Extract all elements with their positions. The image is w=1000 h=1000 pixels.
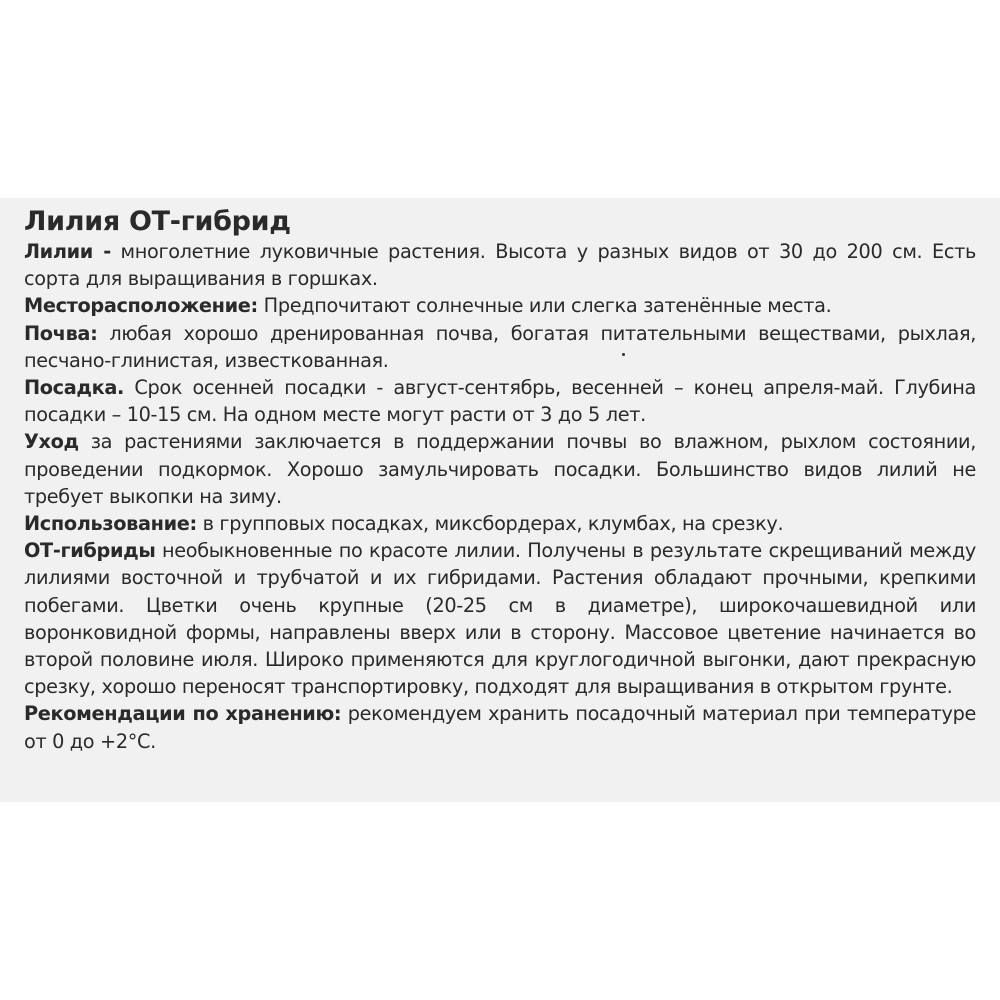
paragraph-term: Рекомендации по хранению:	[24, 702, 342, 726]
paragraph-location	[24, 292, 976, 319]
paragraph-term: Уход	[24, 430, 79, 454]
paragraph-planting	[24, 374, 976, 428]
paragraph-term: Использование:	[24, 512, 197, 536]
paragraph-term: Почва:	[24, 321, 98, 345]
paragraph-usage	[24, 510, 976, 537]
paragraph-text: Предпочитают солнечные или слегка затенённые места.	[257, 294, 832, 318]
paragraph-soil	[24, 320, 976, 374]
paragraph-text: рекомендуем хранить посадочный материал при температуре от 0 до +2°С.	[24, 702, 976, 753]
paragraph-ot-hybrids	[24, 537, 976, 700]
paragraph-text: многолетние луковичные растения. Высота у разных видов от 30 до 200 см. Есть сорта для выращивания в горшках.	[24, 240, 976, 291]
paragraph-term: ОТ-гибриды	[24, 539, 156, 563]
paragraph-term: Лилии -	[24, 240, 111, 263]
paragraph-care	[24, 428, 976, 510]
product-label	[0, 198, 1000, 802]
paragraph-text: Срок осенней посадки - август-сентябрь, весенней – конец апреля-май. Глубина посадки – 10-15 см. На одном месте могут расти от 3 до 5 лет.	[24, 376, 976, 427]
paragraph-text: за растениями заключается в поддержании почвы во влажном, рыхлом состоянии, проведении подкормок. Хорошо замульчировать посадки. Большинство видов лилий не требует выкопки на зиму.	[24, 430, 976, 508]
label-title: Лилия ОТ-гибрид	[24, 206, 291, 237]
dust-speck	[622, 353, 625, 356]
paragraph-term: Посадка.	[24, 376, 125, 400]
paragraph-storage	[24, 700, 976, 754]
paragraph-text: необыкновенные по красоте лилии. Получены в результате скрещиваний между лилиями восточной и трубчатой и их гибридами. Растения обладают прочными, крепкими побегами. Цветки очень крупные (20-25 см в диаметре), широкочашевидной или воронковидной формы, направлены вверх или в сторону. Массовое цветение начинается во второй половине июля. Широко применяются для круглогодичной выгонки, дают прекрасную срезку, хорошо переносят транспортировку, подходят для выращивания в открытом грунте.	[24, 539, 976, 699]
paragraph-lilies	[24, 238, 976, 292]
paragraph-text: в групповых посадках, миксбордерах, клумбах, на срезку.	[196, 512, 784, 536]
paragraph-term: Месторасположение:	[24, 294, 258, 318]
paragraph-text: любая хорошо дренированная почва, богатая питательными веществами, рыхлая, песчано-глинистая, известкованная.	[24, 321, 976, 372]
